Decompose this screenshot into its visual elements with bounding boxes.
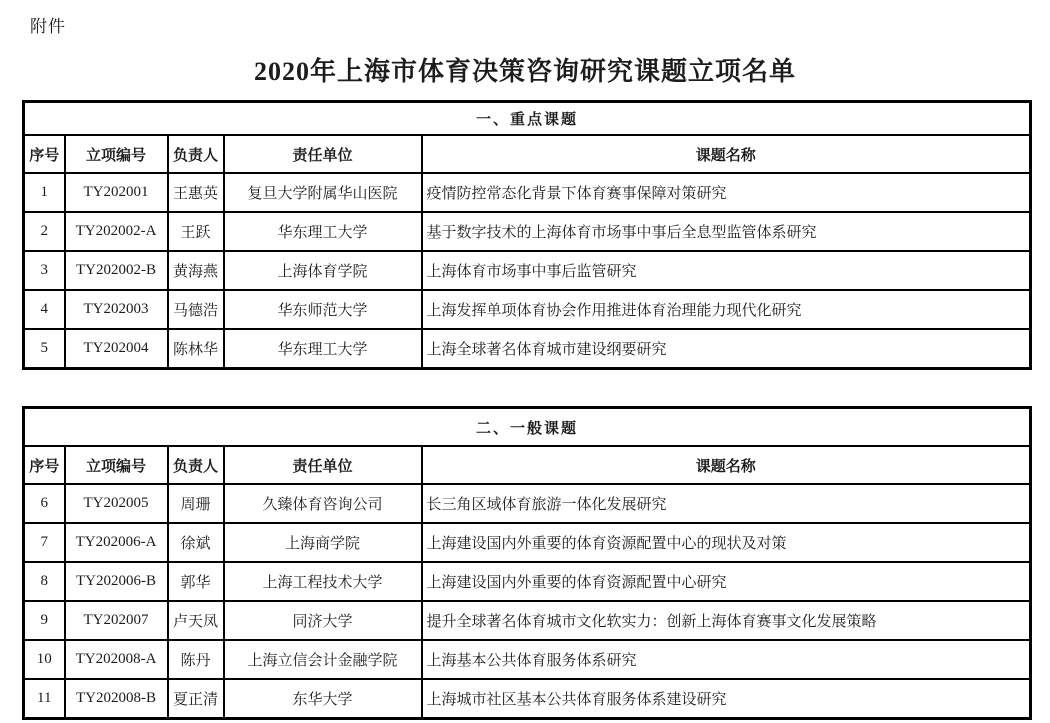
section-title: 二、一般课题 (24, 408, 1031, 447)
table-cell: 上海立信会计金融学院 (224, 640, 422, 679)
section-banner-row (24, 102, 1031, 136)
table-cell: 久臻体育咨询公司 (224, 484, 422, 523)
table-row (24, 562, 1031, 601)
table-row (24, 484, 1031, 523)
table-cell: TY202003 (65, 290, 168, 329)
table-cell: TY202001 (65, 173, 168, 212)
general-projects-table (22, 406, 1032, 720)
table-cell: 复旦大学附属华山医院 (224, 173, 422, 212)
column-header-row (24, 446, 1031, 484)
column-header-project-number: 立项编号 (65, 446, 168, 484)
table-cell: TY202008-A (65, 640, 168, 679)
table-cell: 上海全球著名体育城市建设纲要研究 (422, 329, 1031, 369)
table-row (24, 290, 1031, 329)
table-cell: 同济大学 (224, 601, 422, 640)
table-cell: 陈丹 (168, 640, 224, 679)
general-projects-body (24, 484, 1031, 719)
table-cell: 10 (24, 640, 65, 679)
table-cell: TY202008-B (65, 679, 168, 719)
table-cell: 东华大学 (224, 679, 422, 719)
table-cell: 6 (24, 484, 65, 523)
column-header-leader: 负责人 (168, 446, 224, 484)
table-cell: 黄海燕 (168, 251, 224, 290)
table-row (24, 679, 1031, 719)
column-header-index: 序号 (24, 446, 65, 484)
table-cell: TY202005 (65, 484, 168, 523)
column-header-unit: 责任单位 (224, 446, 422, 484)
table-cell: 华东师范大学 (224, 290, 422, 329)
column-header-index: 序号 (24, 135, 65, 173)
table-cell: TY202004 (65, 329, 168, 369)
table-cell: 徐斌 (168, 523, 224, 562)
table-cell: TY202002-A (65, 212, 168, 251)
table-cell: TY202006-A (65, 523, 168, 562)
table-row (24, 523, 1031, 562)
table-cell: 马德浩 (168, 290, 224, 329)
table-row (24, 212, 1031, 251)
table-cell: 上海商学院 (224, 523, 422, 562)
table-cell: 9 (24, 601, 65, 640)
table-row (24, 173, 1031, 212)
table-cell: TY202002-B (65, 251, 168, 290)
table-row (24, 329, 1031, 369)
table-cell: 王跃 (168, 212, 224, 251)
table-cell: TY202006-B (65, 562, 168, 601)
table-cell: 7 (24, 523, 65, 562)
table-row (24, 601, 1031, 640)
table-cell: 卢天凤 (168, 601, 224, 640)
table-cell: 1 (24, 173, 65, 212)
key-projects-body (24, 173, 1031, 369)
section-title: 一、重点课题 (24, 102, 1031, 136)
table-cell: 疫情防控常态化背景下体育赛事保障对策研究 (422, 173, 1031, 212)
table-cell: 上海城市社区基本公共体育服务体系建设研究 (422, 679, 1031, 719)
page-title: 2020年上海市体育决策咨询研究课题立项名单 (253, 57, 796, 86)
table-cell: 上海发挥单项体育协会作用推进体育治理能力现代化研究 (422, 290, 1031, 329)
attachment-label: 附件 (30, 17, 66, 36)
column-header-leader: 负责人 (168, 135, 224, 173)
table-cell: 上海体育市场事中事后监管研究 (422, 251, 1031, 290)
table-cell: 基于数字技术的上海体育市场事中事后全息型监管体系研究 (422, 212, 1031, 251)
table-cell: 上海工程技术大学 (224, 562, 422, 601)
table-cell: 8 (24, 562, 65, 601)
table-cell: 长三角区域体育旅游一体化发展研究 (422, 484, 1031, 523)
column-header-project-title: 课题名称 (422, 135, 1031, 173)
column-header-project-number: 立项编号 (65, 135, 168, 173)
table-cell: 华东理工大学 (224, 212, 422, 251)
table-cell: 11 (24, 679, 65, 719)
key-projects-table (22, 100, 1032, 370)
table-cell: 3 (24, 251, 65, 290)
table-row (24, 251, 1031, 290)
table-cell: 上海基本公共体育服务体系研究 (422, 640, 1031, 679)
table-cell: 上海体育学院 (224, 251, 422, 290)
column-header-row (24, 135, 1031, 173)
table-cell: 王惠英 (168, 173, 224, 212)
table-cell: 郭华 (168, 562, 224, 601)
table-cell: 陈林华 (168, 329, 224, 369)
table-cell: TY202007 (65, 601, 168, 640)
table-cell: 2 (24, 212, 65, 251)
table-cell: 华东理工大学 (224, 329, 422, 369)
table-cell: 周珊 (168, 484, 224, 523)
table-cell: 上海建设国内外重要的体育资源配置中心研究 (422, 562, 1031, 601)
section-banner-row (24, 408, 1031, 447)
table-row (24, 640, 1031, 679)
table-cell: 上海建设国内外重要的体育资源配置中心的现状及对策 (422, 523, 1031, 562)
table-cell: 4 (24, 290, 65, 329)
table-cell: 5 (24, 329, 65, 369)
column-header-unit: 责任单位 (224, 135, 422, 173)
table-cell: 提升全球著名体育城市文化软实力：创新上海体育赛事文化发展策略 (422, 601, 1031, 640)
column-header-project-title: 课题名称 (422, 446, 1031, 484)
table-cell: 夏正清 (168, 679, 224, 719)
